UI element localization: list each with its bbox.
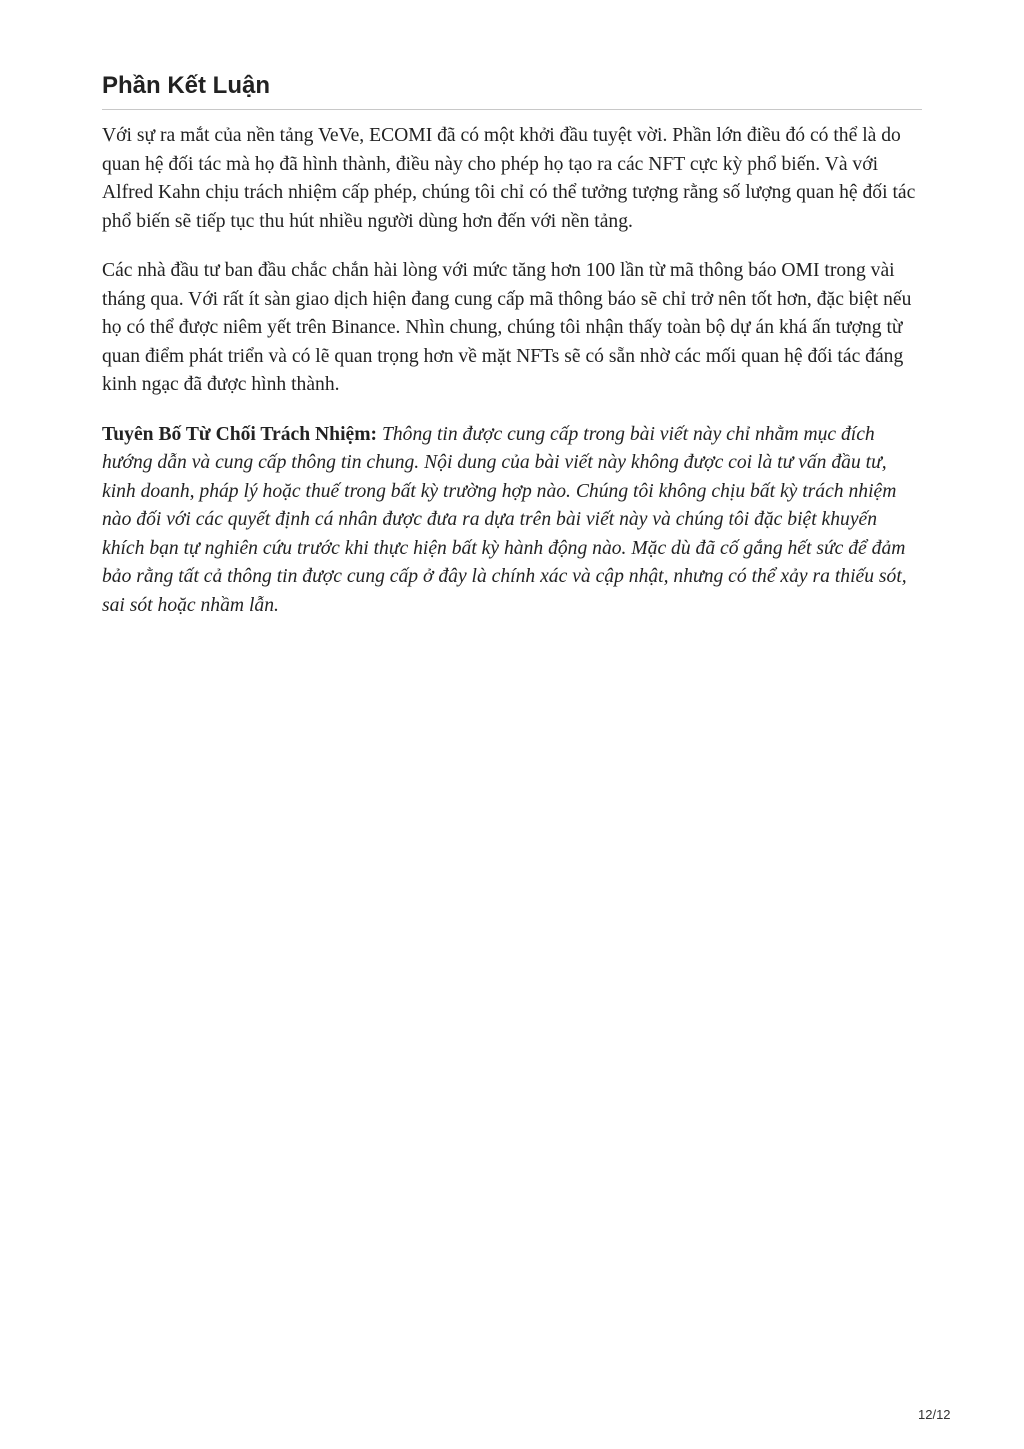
disclaimer-paragraph (102, 421, 922, 621)
disclaimer-text: Thông tin được cung cấp trong bài viết này chỉ nhằm mục đích hướng dẫn và cung cấp thông tin chung. Nội dung của bài viết này không được coi là tư vấn đầu tư, kinh doanh, pháp lý hoặc thuế trong bất kỳ trường hợp nào. Chúng tôi không chịu bất kỳ trách nhiệm nào đối với các quyết định cá nhân được đưa ra dựa trên bài viết này và chúng tôi đặc biệt khuyến khích bạn tự nghiên cứu trước khi thực hiện bất kỳ hành động nào. Mặc dù đã cố gắng hết sức để đảm bảo rằng tất cả thông tin được cung cấp ở đây là chính xác và cập nhật, nhưng có thể xảy ra thiếu sót, sai sót hoặc nhầm lẫn. (102, 423, 907, 616)
document-page (102, 70, 922, 620)
section-heading: Phần Kết Luận (102, 70, 922, 110)
conclusion-paragraph-1: Với sự ra mắt của nền tảng VeVe, ECOMI đã có một khởi đầu tuyệt vời. Phần lớn điều đó có thể là do quan hệ đối tác mà họ đã hình thành, điều này cho phép họ tạo ra các NFT cực kỳ phổ biến. Và với Alfred Kahn chịu trách nhiệm cấp phép, chúng tôi chỉ có thể tưởng tượng rằng số lượng quan hệ đối tác phổ biến sẽ tiếp tục thu hút nhiều người dùng hơn đến với nền tảng. (102, 125, 916, 232)
conclusion-paragraph-2: Các nhà đầu tư ban đầu chắc chắn hài lòng với mức tăng hơn 100 lần từ mã thông báo OMI trong vài tháng qua. Với rất ít sàn giao dịch hiện đang cung cấp mã thông báo sẽ chỉ trở nên tốt hơn, đặc biệt nếu họ có thể được niêm yết trên Binance. Nhìn chung, chúng tôi nhận thấy toàn bộ dự án khá ấn tượng từ quan điểm phát triển và có lẽ quan trọng hơn về mặt NFTs sẽ có sẵn nhờ các mối quan hệ đối tác đáng kinh ngạc đã được hình thành. (102, 260, 912, 395)
page-number: 12/12 (918, 1407, 951, 1422)
disclaimer-label: Tuyên Bố Từ Chối Trách Nhiệm: (102, 423, 378, 445)
